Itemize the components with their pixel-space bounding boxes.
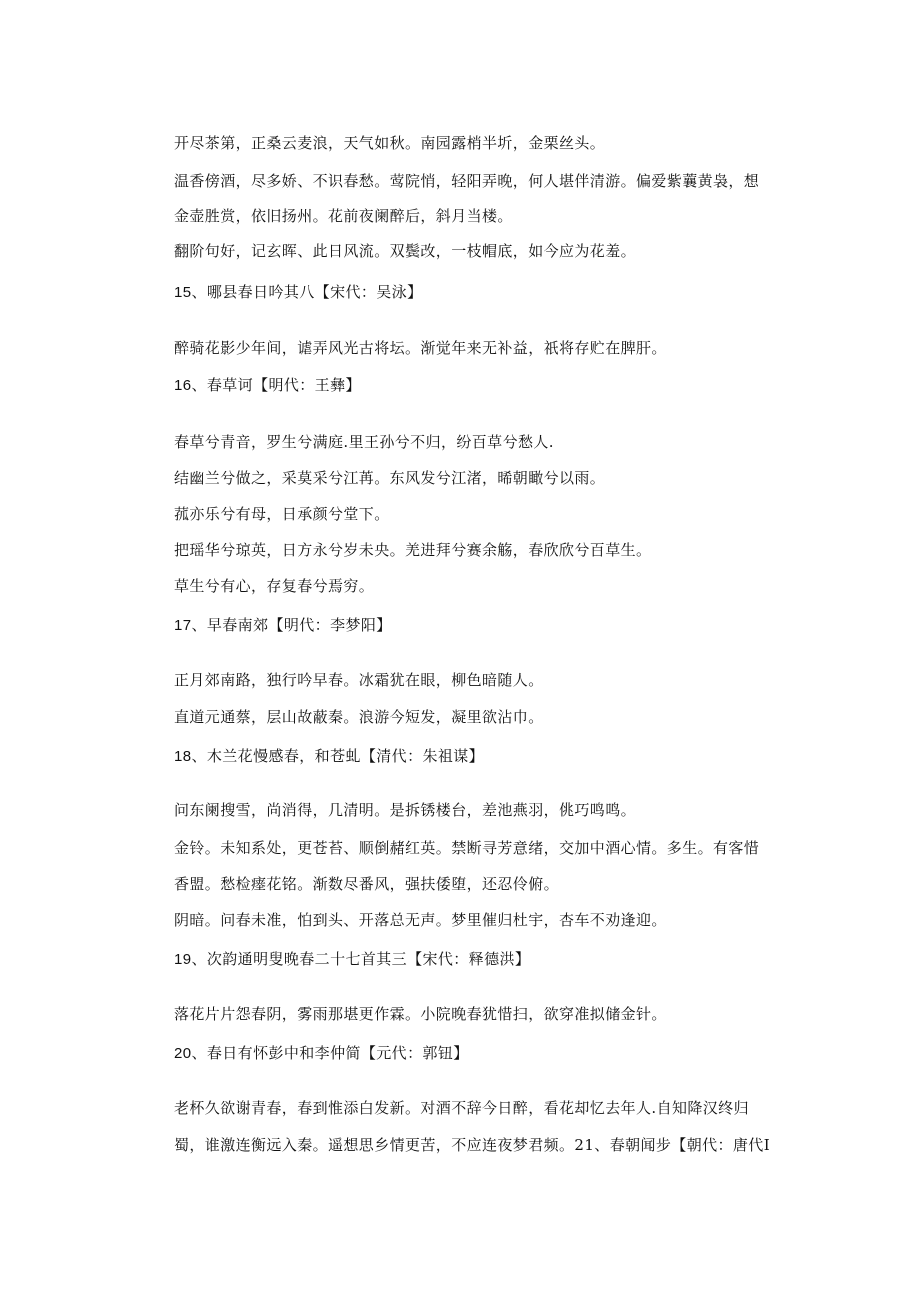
text-line: 把瑶华兮琼英，日方永兮岁未央。羌进拜兮赛余觞，春欣欣兮百草生。 xyxy=(174,541,652,559)
poem-heading: 17、早春南郊【明代：李梦阳】 xyxy=(174,617,392,634)
text-line: 春草兮青音，罗生兮满庭.里王孙兮不归，纷百草兮愁人. xyxy=(174,433,554,451)
text-line: 温香傍酒，尽多娇、不识春愁。莺院悄，轻阳弄晚，何人堪伴清游。偏爱紫蘘黄袅，想 xyxy=(174,172,760,190)
text-line: 老杯久欲谢青春，春到惟添白发新。对酒不辞今日醉，看花却忆去年人.自知降汉终归 xyxy=(174,1099,749,1117)
text-line: 菰亦乐兮有母，日承颜兮堂下。 xyxy=(174,505,390,523)
text-line: 金壶胜赏，依旧扬州。花前夜阑醉后，斜月当楼。 xyxy=(174,207,513,225)
text-line: 落花片片怨春阴，雾雨那堪更作霖。小院晚春犹惜扫，欲穿准拟储金针。 xyxy=(174,1005,667,1023)
text-line: 蜀，谁激连衡远入秦。遥想思乡情更苦，不应连夜梦君频。21、春朝闻步【朝代：唐代I xyxy=(174,1136,771,1154)
text-line: 直道元通蔡，层山故蔽秦。浪游今短发，凝里欲沾巾。 xyxy=(174,708,544,726)
text-line: 阴暗。问春未准，怕到头、开落总无声。梦里催归杜宇，杏车不劝逢迎。 xyxy=(174,911,667,929)
poem-heading: 20、春日有怀彭中和李仲简【元代：郭钮】 xyxy=(174,1045,469,1062)
poem-heading: 15、哪县春日吟其八【宋代：吴泳】 xyxy=(174,284,423,301)
poem-heading: 18、木兰花慢感春，和苍虬【清代：朱祖谋】 xyxy=(174,748,485,765)
text-line: 香盟。愁检瘗花铭。渐数尽番风，强扶倭堕，还忍伶俯。 xyxy=(174,875,560,893)
poem-heading: 16、春草诃【明代：王彝】 xyxy=(174,377,361,394)
poem-heading: 19、次韵通明叟晚春二十七首其三【宋代：释德洪】 xyxy=(174,951,531,968)
text-line: 开尽茶第，正桑云麦浪，天气如秋。南园露梢半圻，金栗丝头。 xyxy=(174,134,606,152)
text-line: 醉骑花影少年间，谑弄风光古将坛。渐觉年来无补益，祇将存贮在脾肝。 xyxy=(174,339,667,357)
text-line: 金铃。未知系处，更苍苔、顺倒赭红英。禁断寻芳意绪，交加中酒心情。多生。有客惜 xyxy=(174,839,760,857)
text-line: 问东阑搜雪，尚消得，几清明。是拆锈楼台，差池燕羽，佻巧鸣鸣。 xyxy=(174,801,637,819)
text-line: 结幽兰兮做之，采莫采兮江苒。东风发兮江渚，晞朝瞰兮以雨。 xyxy=(174,469,606,487)
text-line: 正月郊南路，独行吟早春。冰霜犹在眼，柳色暗随人。 xyxy=(174,671,544,689)
text-line: 翻阶句好，记玄晖、此日风流。双鬓改，一枝帽底，如今应为花羞。 xyxy=(174,242,637,260)
text-line: 草生兮有心，存复春兮焉穷。 xyxy=(174,577,375,595)
